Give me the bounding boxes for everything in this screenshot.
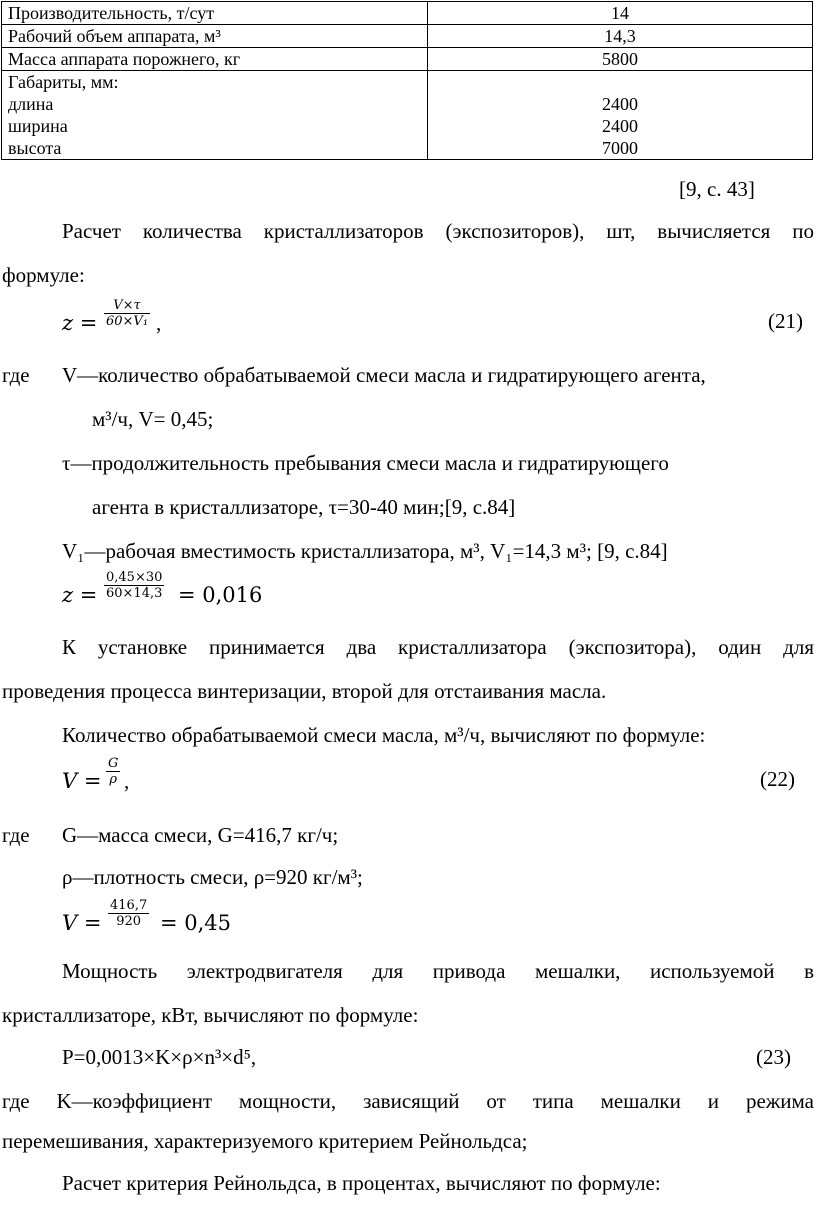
paragraph-line: кристаллизаторе, кВт, вычисляют по формуле: (2, 1003, 419, 1027)
where-v1-definition: V₁—рабочая вместимость кристаллизатора, м³, V₁=14,3 м³; [9, с.84] (62, 539, 668, 563)
fraction-numerator: 0,45×30 (106, 570, 163, 585)
fraction-numerator: V×τ (113, 298, 141, 313)
paragraph-line: где K—коэффициент мощности, зависящий от типа мешалки и режима (2, 1089, 814, 1113)
formula-23-number: (23) (756, 1045, 791, 1069)
table-row (2, 48, 813, 71)
formula-21-fraction (104, 298, 150, 329)
paragraph-line: Количество обрабатываемой смеси масла, м³/ч, вычисляют по формуле: (62, 723, 706, 747)
calc-22-result: = 0,45 (160, 911, 232, 935)
table-cell-value: 14 (428, 2, 813, 25)
paragraph-line: Расчет критерия Рейнольдса, в процентах, вычисляют по формуле: (62, 1171, 661, 1195)
table-cell-label: Габариты, мм: длина ширина высота (2, 71, 428, 160)
where-g-definition: G—масса смеси, G=416,7 кг/ч; (62, 823, 339, 847)
paragraph-line: К установке принимается два кристаллизатора (экспозитора), один для (62, 635, 814, 659)
formula-22-comma: , (124, 769, 130, 793)
formula-21-comma: , (156, 311, 162, 335)
paragraph-line: Мощность электродвигателя для привода мешалки, используемой в (62, 959, 814, 983)
fraction-denominator: 60×14,3 (106, 586, 163, 601)
where-v-value: м³/ч, V= 0,45; (92, 407, 214, 431)
where-label: где (2, 823, 30, 847)
table-cell-label: Масса аппарата порожнего, кг (2, 48, 428, 71)
table-cell-value: 5800 (428, 48, 813, 71)
fraction-denominator: ρ (109, 772, 118, 787)
table-source-ref: [9, с. 43] (679, 177, 755, 201)
where-tau-definition: τ—продолжительность пребывания смеси масла и гидратирующего (62, 451, 669, 475)
calc-22-fraction (108, 898, 149, 929)
formula-22-lhs: V = (62, 769, 102, 793)
formula-22-fraction (106, 756, 120, 787)
paragraph-line: Расчет количества кристаллизаторов (экспозиторов), шт, вычисляется по (62, 219, 814, 243)
paragraph-line: перемешивания, характеризуемого критерием Рейнольдса; (2, 1129, 528, 1153)
table-cell-label: Рабочий объем аппарата, м³ (2, 25, 428, 48)
table-cell-label: Производительность, т/сут (2, 2, 428, 25)
paragraph-line: проведения процесса винтеризации, второй для отстаивания масла. (2, 679, 607, 703)
formula-22-number: (22) (760, 767, 795, 791)
where-tau-value: агента в кристаллизаторе, τ=30-40 мин;[9, с.84] (92, 495, 516, 519)
calc-22-lhs: V = (62, 911, 102, 935)
where-label: где (2, 363, 30, 387)
paragraph-line: формуле: (2, 263, 85, 287)
parameters-table (1, 1, 813, 160)
where-v-definition: V—количество обрабатываемой смеси масла и гидратирующего агента, (62, 363, 706, 387)
formula-21-number: (21) (768, 309, 803, 333)
fraction-numerator: G (108, 756, 119, 771)
table-cell-value: 14,3 (428, 25, 813, 48)
calc-21-fraction (104, 570, 164, 601)
table-row (2, 2, 813, 25)
where-rho-definition: ρ—плотность смеси, ρ=920 кг/м³; (62, 865, 363, 889)
calc-21-result: = 0,016 (178, 583, 263, 607)
fraction-numerator: 416,7 (110, 898, 148, 913)
fraction-denominator: 60×V₁ (106, 314, 149, 329)
calc-21-lhs: z = (62, 583, 98, 607)
table-row (2, 25, 813, 48)
formula-23: P=0,0013×K×ρ×n³×d⁵, (62, 1045, 257, 1069)
formula-21-lhs: z = (62, 311, 98, 335)
table-cell-value: 2400 2400 7000 (428, 71, 813, 160)
table-row (2, 71, 813, 160)
fraction-denominator: 920 (116, 914, 142, 929)
